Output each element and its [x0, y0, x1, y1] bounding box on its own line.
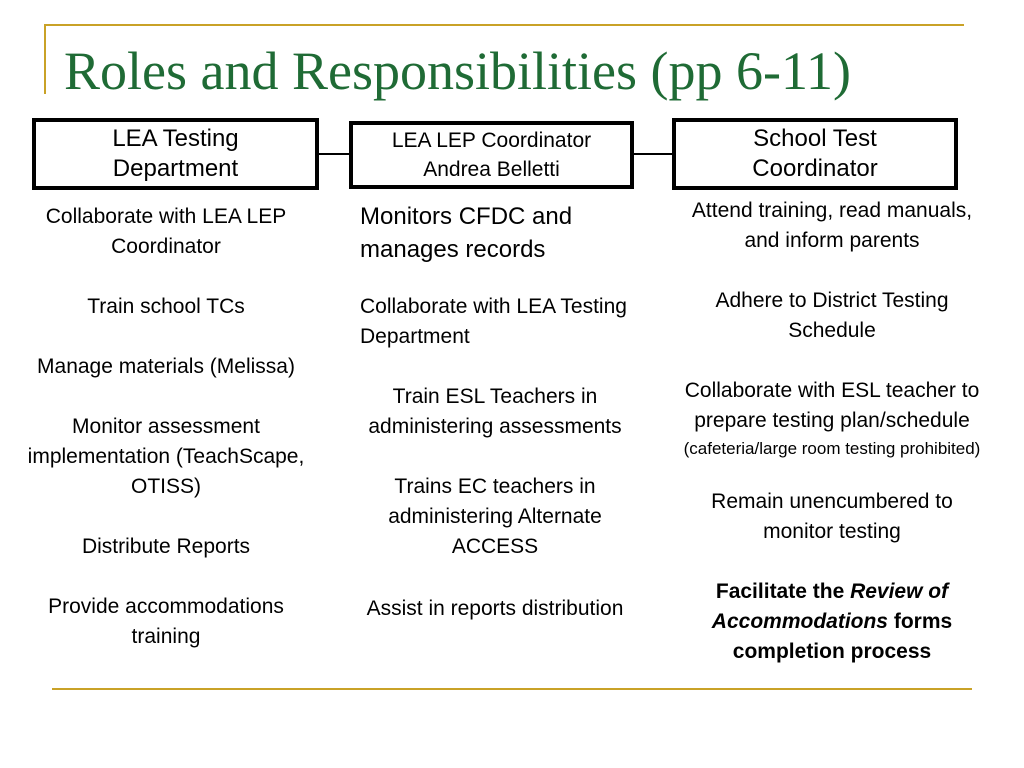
responsibility-note: (cafeteria/large room testing prohibited) [683, 439, 981, 458]
lea-testing-box-line2: Department [112, 155, 239, 182]
responsibility-item: Attend training, read manuals, and inform parents [691, 199, 973, 252]
school-test-box [672, 118, 958, 190]
responsibility-item: Remain unencumbered to monitor testing [711, 490, 953, 543]
responsibility-item: Train ESL Teachers in administering assessments [368, 385, 622, 438]
school-test-box-line2: Coordinator [752, 155, 878, 182]
left-accent-line [44, 24, 46, 94]
facilitate-prefix: Facilitate the [715, 580, 851, 603]
responsibility-item-facilitate [676, 577, 988, 667]
responsibility-item: Collaborate with LEA Testing Department [360, 295, 627, 348]
school-test-box-line1: School Test [753, 125, 877, 152]
lea-lep-responsibilities [360, 200, 630, 655]
slide-title: Roles and Responsibilities (pp 6-11) [64, 41, 851, 101]
responsibility-item: Monitor assessment implementation (TeachScape, OTISS) [27, 415, 305, 498]
responsibility-item: Monitors CFDC and manages records [360, 203, 573, 263]
responsibility-item: Collaborate with LEA LEP Coordinator [45, 205, 287, 258]
lea-testing-responsibilities [14, 202, 318, 682]
responsibility-item: Assist in reports distribution [366, 597, 624, 620]
responsibility-item: Distribute Reports [81, 535, 251, 558]
responsibility-item: Trains EC teachers in administering Alternate ACCESS [388, 475, 602, 558]
lea-lep-box [349, 121, 634, 189]
lea-testing-box-line1: LEA Testing [112, 125, 239, 152]
lea-lep-box-line1: LEA LEP Coordinator [391, 129, 592, 152]
facilitate-italic: Review of Accommodations [711, 580, 949, 633]
connector-left [319, 153, 349, 155]
lea-lep-box-line2: Andrea Belletti [423, 158, 560, 181]
connector-right [634, 153, 672, 155]
responsibility-item: Manage materials (Melissa) [37, 355, 295, 378]
responsibility-item: Adhere to District Testing Schedule [715, 289, 949, 342]
school-test-responsibilities [676, 196, 988, 697]
top-accent-line [44, 24, 964, 26]
lea-testing-box [32, 118, 319, 190]
facilitate-suffix: forms completion process [732, 610, 953, 663]
responsibility-item: Train school TCs [87, 295, 245, 318]
responsibility-item: Collaborate with ESL teacher to prepare testing plan/schedule [684, 379, 980, 432]
responsibility-item: Provide accommodations training [48, 595, 284, 648]
